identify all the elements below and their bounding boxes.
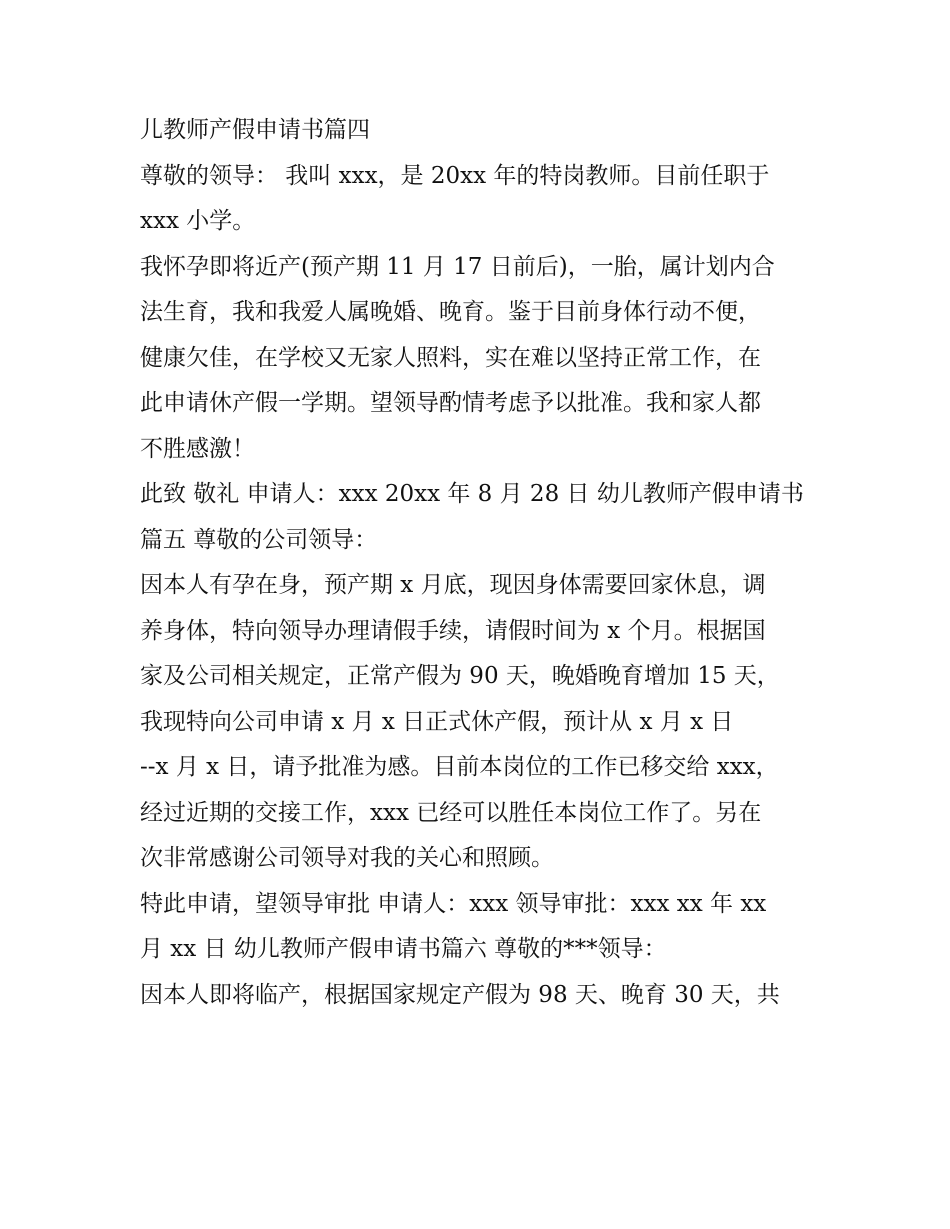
text-line: 因本人有孕在身，预产期 x 月底，现因身体需要回家休息，调 [140,572,766,598]
document-body [140,108,820,1018]
text-line: 我怀孕即将近产(预产期 11 月 17 日前后)，一胎，属计划内合 [140,253,775,280]
text-line: 因本人即将临产，根据国家规定产假为 98 天、晚育 30 天，共 [140,981,780,1008]
text-line: 尊敬的领导： 我叫 xxx，是 20xx 年的特岗教师。目前任职于 [140,162,770,189]
text-line: xxx 小学。 [140,208,256,234]
text-line: 我现特向公司申请 x 月 x 日正式休产假，预计从 x 月 x 日 [140,708,734,735]
text-line: 此申请休产假一学期。望领导酌情考虑予以批准。我和家人都 [140,390,761,416]
text-line: 健康欠佳，在学校又无家人照料，实在难以坚持正常工作，在 [140,344,761,371]
text-line: 次非常感谢公司领导对我的关心和照顾。 [140,845,554,871]
text-line: 法生育，我和我爱人属晚婚、晚育。鉴于目前身体行动不便， [140,299,761,325]
text-line: 养身体，特向领导办理请假手续，请假时间为 x 个月。根据国 [140,617,766,644]
text-line: 经过近期的交接工作，xxx 已经可以胜任本岗位工作了。另在 [140,799,762,826]
text-line: 此致 敬礼 申请人：xxx 20xx 年 8 月 28 日 幼儿教师产假申请书 [140,481,804,507]
text-line: 特此申请，望领导审批 申请人：xxx 领导审批：xxx xx 年 xx [140,890,767,917]
text-line: 家及公司相关规定，正常产假为 90 天，晚婚晚育增加 15 天， [140,663,780,689]
text-line: 篇五 尊敬的公司领导： [140,526,378,553]
text-line: 月 xx 日 幼儿教师产假申请书篇六 尊敬的***领导： [140,936,667,962]
text-line: 不胜感激！ [140,435,255,462]
text-line: 儿教师产假申请书篇四 [140,117,370,143]
text-line: --x 月 x 日，请予批准为感。目前本岗位的工作已移交给 xxx， [140,754,779,780]
